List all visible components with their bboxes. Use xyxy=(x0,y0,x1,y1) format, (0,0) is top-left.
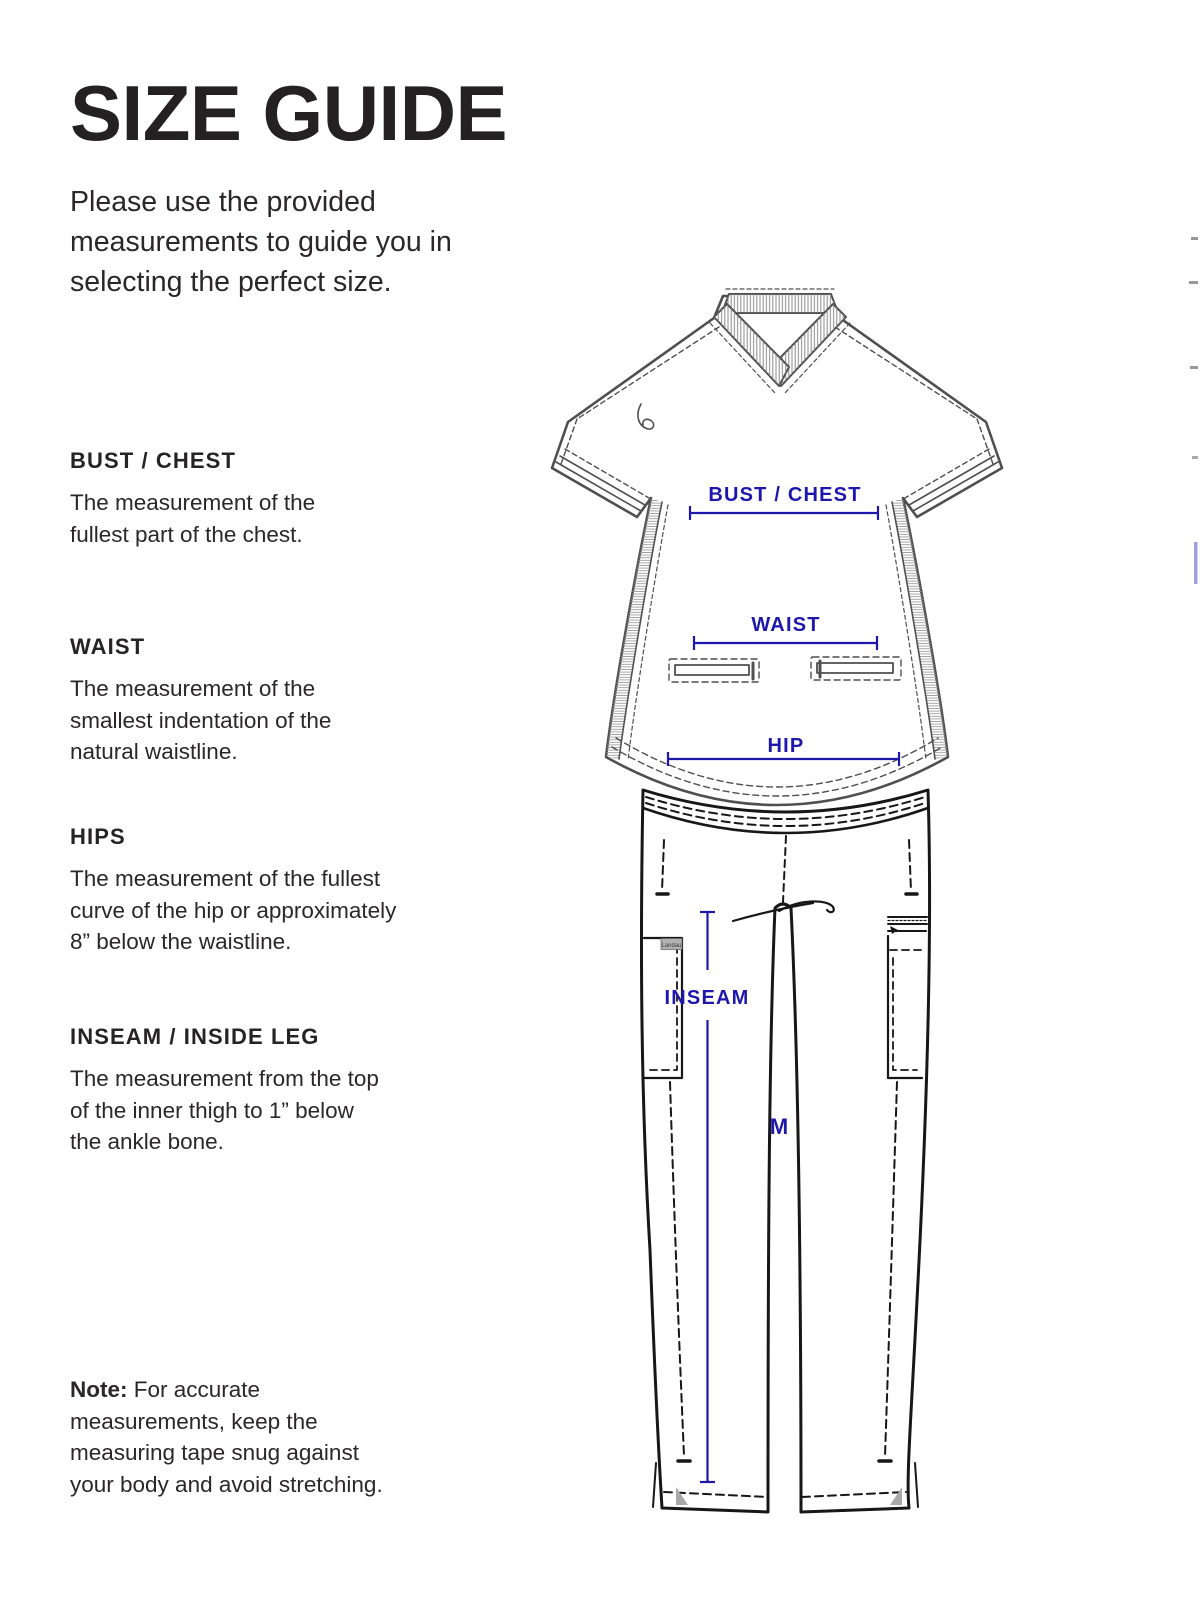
section-heading: WAIST xyxy=(70,634,146,659)
waist-measure-label: WAIST xyxy=(751,614,821,636)
body-line: The measurement of the xyxy=(70,490,316,515)
body-line: The measurement of the xyxy=(70,676,316,701)
pants-silhouette xyxy=(641,790,929,1512)
section-body xyxy=(70,1063,379,1158)
section-body xyxy=(70,487,315,550)
note-line: measurements, keep the xyxy=(70,1408,318,1434)
note-line: measuring tape snug against xyxy=(70,1440,359,1465)
landau-tag-label: Landau xyxy=(661,943,682,949)
body-line: of the inner thigh to 1” below xyxy=(70,1097,354,1123)
intro-line: Please use the provided xyxy=(70,186,376,218)
section-heading: HIPS xyxy=(70,824,126,849)
edge-artifacts xyxy=(1180,230,1200,630)
body-line: fullest part of the chest. xyxy=(70,521,303,547)
section-hips xyxy=(70,824,396,958)
note-label: Note: xyxy=(70,1377,128,1402)
intro-paragraph xyxy=(70,182,452,302)
intro-line: measurements to guide you in xyxy=(70,226,452,258)
hip-measure-label: HIP xyxy=(767,735,805,757)
size-diagram xyxy=(535,282,1015,1527)
note-line: your body and avoid stretching. xyxy=(70,1471,383,1497)
section-heading: INSEAM / INSIDE LEG xyxy=(70,1024,320,1049)
note-text: For accurate xyxy=(133,1377,261,1402)
size-letter-label: M xyxy=(769,1114,789,1139)
section-inseam xyxy=(70,1024,379,1158)
body-line: smallest indentation of the xyxy=(70,707,332,733)
section-body xyxy=(70,673,331,768)
body-line: 8” below the waistline. xyxy=(70,929,292,954)
body-line: natural waistline. xyxy=(70,739,238,764)
section-bust-chest xyxy=(70,448,315,550)
body-line: curve of the hip or approximately xyxy=(70,897,397,923)
note-line xyxy=(70,1374,383,1406)
scrub-top-drawing xyxy=(552,289,1002,805)
bust-measure-label: BUST / CHEST xyxy=(708,484,862,506)
page-title: SIZE GUIDE xyxy=(70,69,508,157)
section-body xyxy=(70,863,396,958)
section-heading: BUST / CHEST xyxy=(70,448,236,473)
inseam-measure-label: INSEAM xyxy=(664,987,750,1009)
section-waist xyxy=(70,634,331,768)
measurement-note xyxy=(70,1374,383,1500)
intro-line: selecting the perfect size. xyxy=(70,266,392,298)
body-line: The measurement from the top xyxy=(70,1066,379,1091)
body-line: the ankle bone. xyxy=(70,1129,224,1154)
scrub-pants-drawing xyxy=(641,790,929,1512)
body-line: The measurement of the fullest xyxy=(70,866,381,891)
